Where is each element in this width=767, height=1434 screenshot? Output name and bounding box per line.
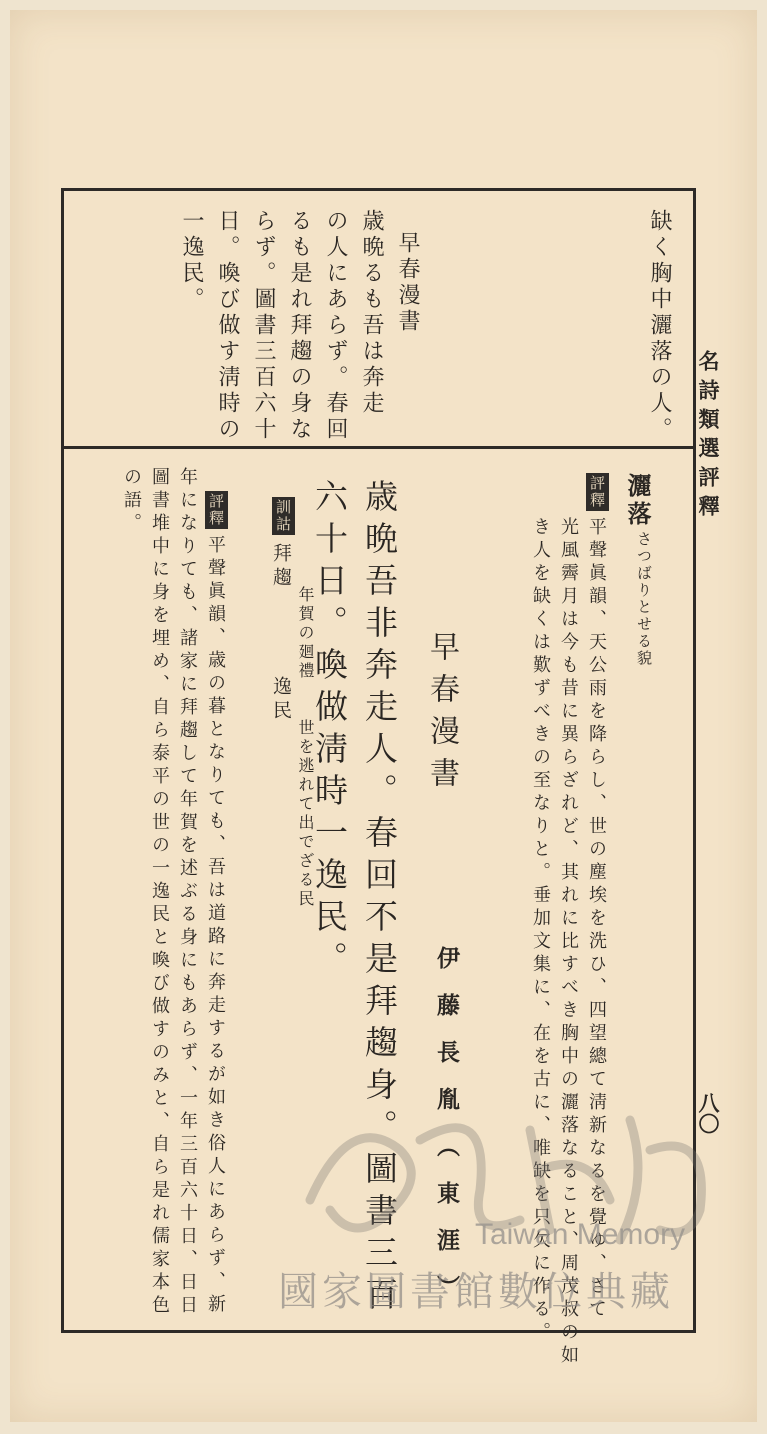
top-poem-line: の人にあらず。春回 [323,209,348,443]
glossary-definition: 世を逃れて出でざる民 [296,719,315,909]
top-poem-line: るも是れ拜趨の身な [287,209,312,443]
commentary-label [586,473,609,511]
glossary-term: 逸民 [270,676,292,724]
commentary2-line: 平聲眞韻、歳の暮となりても、吾は道路に奔走するが如き俗人にあらず、新 [205,535,226,1317]
commentary-line: 光風霽月は今も昔に異らざれど、其れに比すべき胸中の灑落なること、周茂叔の如 [558,517,579,1368]
top-poem-line: 歳晩るも吾は奔走 [359,209,384,417]
top-poem-line: 日。喚び做す淸時の [215,209,240,443]
commentary2-line: 圖書堆中に身を埋め、自ら泰平の世の一逸民と喚び做すのみと、自ら是れ儒家本色 [149,467,170,1318]
section-divider [64,446,693,449]
glossary-label [272,497,295,535]
watermark-english: Taiwan Memory [475,1218,686,1251]
running-header-title: 名詩類選評釋 [696,350,721,524]
top-poem-title: 早春漫書 [395,231,420,335]
commentary-label-box: 評釋 [586,473,609,511]
glossary-label-box: 訓詁 [272,497,295,535]
top-poem-line: 一逸民。 [179,209,204,313]
glossary-definition: 年賀の廻禮 [296,586,315,681]
commentary-line: き人を缺くは歎ずべきの至なりと。垂加文集に、在を古に、唯缺を只欠に作る。 [530,517,551,1345]
book-page [10,10,757,1422]
top-poem-line: らず。圖書三百六十 [251,209,276,443]
commentary-line: 平聲眞韻、天公雨を降らし、世の塵埃を洗ひ、四望總て淸新なるを覺ゆ、さて [586,517,607,1322]
poem-line: 歳晩吾非奔走人。春回不是拜趨身。圖書三百 [360,479,399,1319]
commentary2-label [205,491,228,529]
poem-title: 早春漫書 [424,631,459,799]
continuation-line: 缺く胸中灑落の人。 [647,209,672,443]
gloss-definition: さつばりとせる貌 [635,531,653,667]
glossary-term: 拜趨 [270,543,292,591]
page-number: 八〇 [696,1092,721,1134]
gloss-title: 灑落 [623,473,652,529]
commentary2-line: の語。 [121,467,142,536]
watermark-chinese: 國家圖書館數位典藏 [278,1269,674,1315]
commentary2-label-box: 評釋 [205,491,228,529]
poem-line: 六十日。喚做淸時一逸民。 [310,479,349,983]
poet-name: 伊藤長胤（東涯） [433,946,460,1322]
commentary2-line: 年になりても、諸家に拜趨して年賀を述ぶる身にもあらず、一年三百六十日、日日 [177,467,198,1318]
